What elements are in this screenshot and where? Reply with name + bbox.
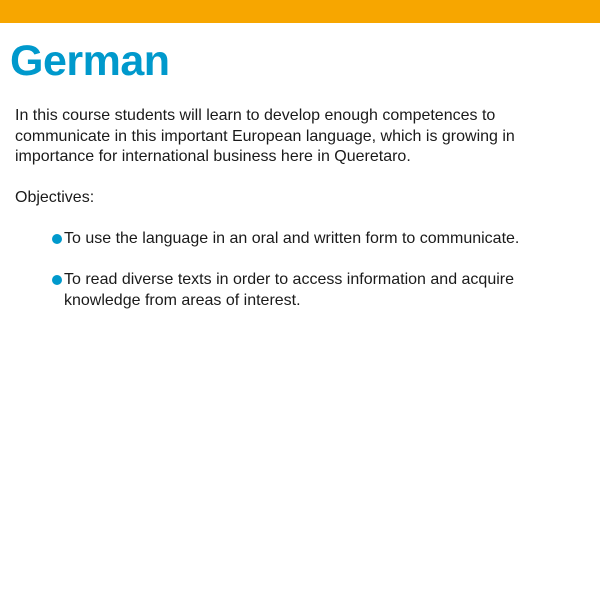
objective-item (51, 270, 575, 311)
objective-text: To use the language in an oral and written form to communicate. (64, 230, 520, 247)
objective-item (51, 229, 575, 250)
objectives-list (15, 229, 575, 311)
circle-bullet-icon (52, 234, 62, 244)
top-accent-bar (0, 0, 600, 23)
objectives-heading: Objectives: (15, 189, 95, 206)
course-content (15, 106, 575, 311)
course-description: In this course students will learn to develop enough competences to communicate in this important European language, which is growing in importance for international business here in Queretaro. (15, 107, 515, 165)
circle-bullet-icon (52, 275, 62, 285)
page-title: German (10, 37, 170, 85)
objective-text: To read diverse texts in order to access information and acquire knowledge from areas of interest. (64, 271, 515, 309)
